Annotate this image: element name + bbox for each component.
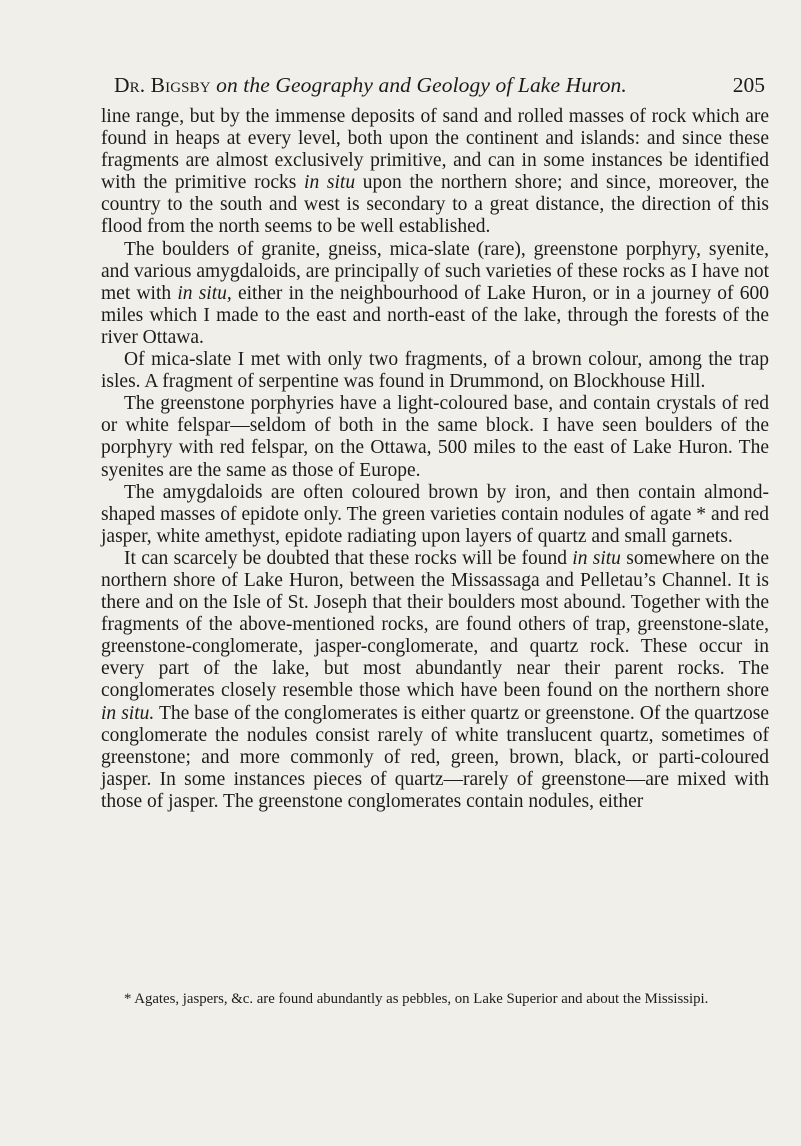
paragraph: [101, 106, 769, 239]
text-run: either in the neighbourhood of Lake Huron, or in a journey of 600 miles which I made to the east and north-east of the lake, through the forests of the river Ottawa.: [101, 282, 769, 348]
italic-text: in situ.: [101, 702, 155, 724]
text-run: The base of the conglomerates is either quartz or greenstone. Of the quartzose conglomerate the nodules consist rarely of white translucent quartz, sometimes of greenstone; and more commonly of red, green, brown, black, or parti-coloured jasper. In some instances pieces of quartz—rarely of greenstone—are mixed with those of jasper. The greenstone conglomerates contain nodules, either: [101, 702, 770, 812]
footnote: * Agates, jaspers, &c. are found abundantly as pebbles, on Lake Superior and about the Mississipi.: [124, 991, 709, 1007]
running-head-title: Geography and Geology of Lake Huron.: [275, 73, 627, 97]
paragraph: [101, 349, 769, 393]
italic-text: in situ,: [177, 282, 232, 304]
text-run: somewhere on the northern shore of Lake Huron, between the Missassaga and Pelletau’s Channel. It is there and on the Isle of St. Joseph that their boulders most abound. Together with the fragments of the above-mentioned rocks, are found others of trap, greenstone-slate, greenstone-conglomerate, jasper-conglomerate, and quartz rock. These occur in every part of the lake, but most abundantly near their parent rocks. The conglomerates closely resemble those which have been found on the northern shore: [101, 547, 769, 702]
paragraph: [101, 239, 769, 349]
body-text: [101, 106, 769, 813]
text-run: upon the northern shore; and since, moreover, the country to the south and west is secondary to a great distance, the direction of this flood from the north seems to be well established.: [101, 172, 769, 238]
running-head-author: Dr. Bigsby: [114, 73, 211, 97]
text-run: The boulders of granite, gneiss, mica-slate (rare), greenstone porphyry, syenite, and various amygdaloids, are principally of such varieties of these rocks as I have not met with: [101, 238, 769, 304]
paragraph: [101, 482, 769, 548]
italic-text: in situ: [304, 172, 356, 194]
text-run: The greenstone porphyries have a light-coloured base, and contain crystals of red or white felspar—seldom of both in the same block. I have seen boulders of the porphyry with red felspar, on the Ottawa, 500 miles to the east of Lake Huron. The syenites are the same as those of Europe.: [101, 393, 769, 481]
running-head-on: on the: [216, 73, 270, 97]
page-header: [114, 73, 769, 101]
page-number: 205: [732, 73, 765, 97]
paragraph: [101, 393, 769, 481]
text-run: It can scarcely be doubted that these rocks will be found: [124, 547, 573, 569]
text-run: The amygdaloids are often coloured brown by iron, and then contain almond-shaped masses of epidote only. The green varieties contain nodules of agate * and red jasper, white amethyst, epidote radiating upon layers of quartz and small garnets.: [101, 481, 769, 547]
text-run: Of mica-slate I met with only two fragments, of a brown colour, among the trap isles. A fragment of serpentine was found in Drummond, on Blockhouse Hill.: [101, 349, 769, 393]
italic-text: in situ: [572, 547, 621, 569]
paragraph: [101, 548, 769, 813]
running-head: [114, 73, 627, 98]
text-run: line range, but by the immense deposits of sand and rolled masses of rock which are found in heaps at every level, both upon the continent and islands: and since these fragments are almost exclusively primitive, and can in some instances be identified with the primitive rocks: [101, 106, 769, 194]
